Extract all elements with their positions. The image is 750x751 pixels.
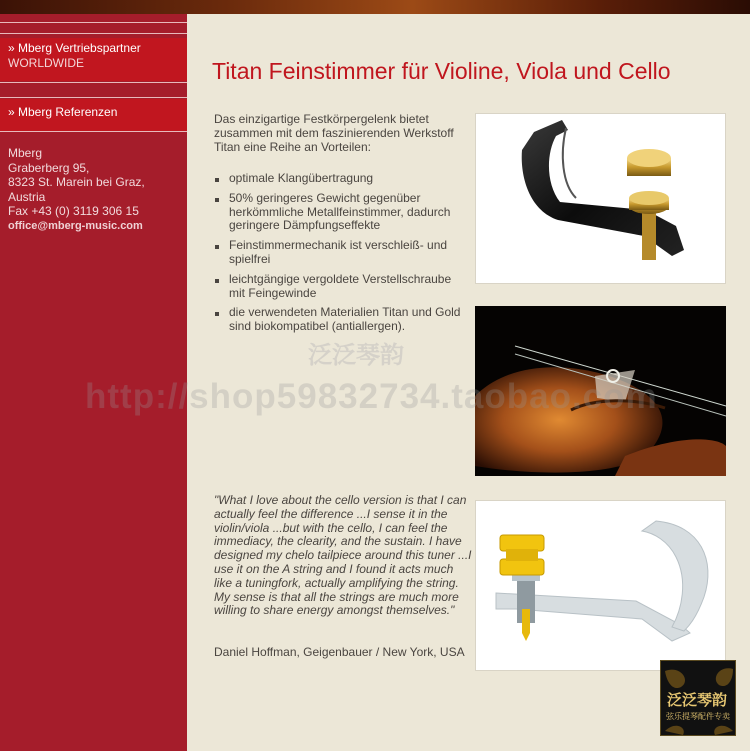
nav-item-label[interactable]: » Mberg Vertriebspartner <box>8 41 141 55</box>
sidebar-divider <box>0 131 187 132</box>
nav-item-label[interactable]: » Mberg Referenzen <box>8 105 118 119</box>
email-link[interactable]: office@mberg-music.com <box>8 219 143 232</box>
list-item: optimale Klangübertragung <box>214 172 470 186</box>
address-street: Graberberg 95, <box>8 160 90 175</box>
sidebar-divider <box>0 33 187 34</box>
shop-logo <box>660 660 736 736</box>
watermark-url: http://shop59832734.taobao.com <box>85 377 658 416</box>
feature-list <box>214 172 470 340</box>
header-banner <box>0 0 750 14</box>
testimonial-quote: "What I love about the cello version is that I can actually feel the difference ...I sense it in the violin/viola ...but with the cello, I can feel the immediacy, the clearity, and the sustain. I have designed my chelo tailpiece around this tuner ...I use it on the A string and I found it acts much like a tuningfork, actually amplifying the string. My sense is that all the strings are much more willing to share energy amongst themselves." <box>214 493 472 618</box>
testimonial-author: Daniel Hoffman, Geigenbauer / New York, USA <box>214 645 465 659</box>
sidebar-divider <box>0 82 187 83</box>
sidebar-divider <box>0 22 187 23</box>
list-item: 50% geringeres Gewicht gegenüber herkömmliche Metallfeinstimmer, dadurch geringere Dämpfungseffekte <box>214 192 470 233</box>
address-country: Austria <box>8 189 46 204</box>
address-city: 8323 St. Marein bei Graz, <box>8 175 145 189</box>
logo-title: 泛泛琴韵 <box>667 692 728 709</box>
company-name: Mberg <box>8 146 43 160</box>
list-item: die verwendeten Materialien Titan und Gold sind biokompatibel (antiallergen). <box>214 306 470 334</box>
nav-item-vertriebspartner[interactable] <box>0 38 187 81</box>
list-item: Feinstimmermechanik ist verschleiß- und spielfrei <box>214 239 470 267</box>
sidebar-divider <box>0 97 187 98</box>
watermark-chinese: 泛泛琴韵 <box>308 342 404 369</box>
product-image-fine-tuner <box>475 113 726 284</box>
logo-subtitle: 弦乐提琴配件专卖 <box>666 712 730 721</box>
nav-item-sublabel: WORLDWIDE <box>8 56 84 70</box>
page-title: Titan Feinstimmer für Violine, Viola und Cello <box>212 58 671 84</box>
nav-item-referenzen[interactable] <box>0 99 187 131</box>
fax-number: Fax +43 (0) 3119 306 15 <box>8 204 139 218</box>
contact-block <box>8 146 183 233</box>
list-item: leichtgängige vergoldete Verstellschraube mit Feingewinde <box>214 273 470 301</box>
fine-tuner-diagram <box>475 500 726 671</box>
intro-text: Das einzigartige Festkörpergelenk bietet zusammen mit dem faszinierenden Werkstoff Titan eine Reihe an Vorteilen: <box>214 112 454 154</box>
